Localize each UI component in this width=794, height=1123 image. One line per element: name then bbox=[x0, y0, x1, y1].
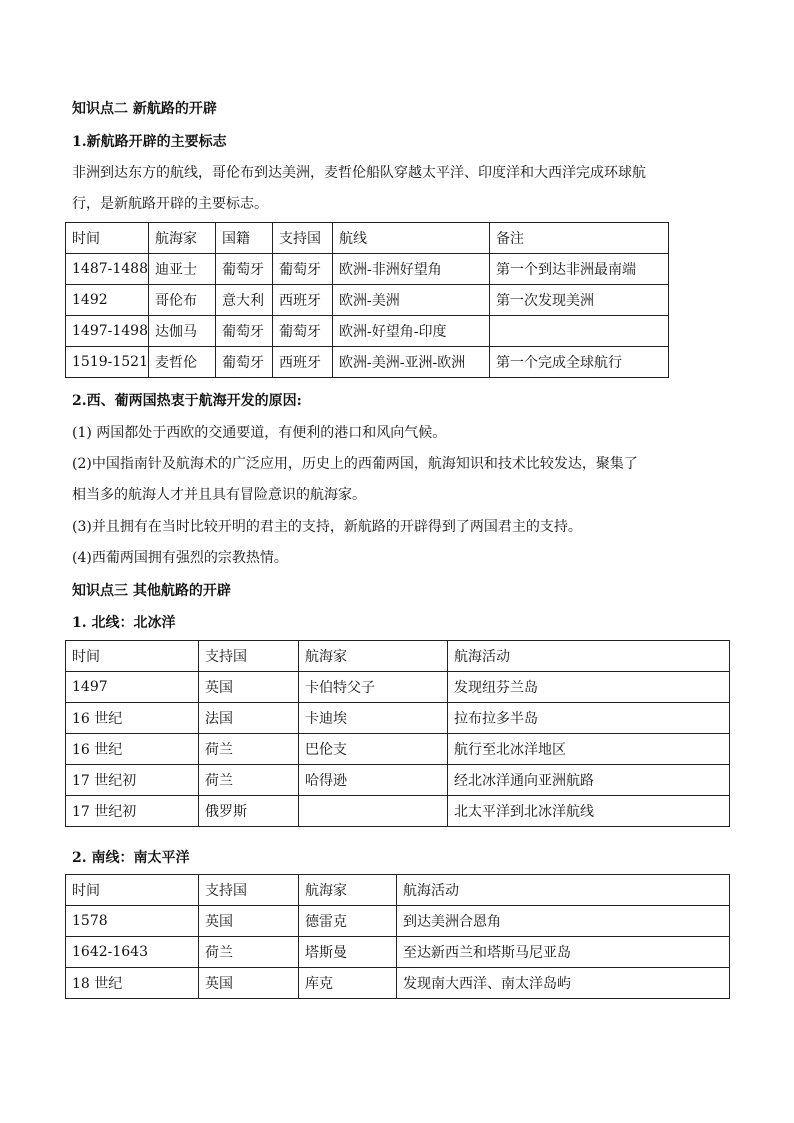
table-cell: 巴伦支 bbox=[299, 734, 448, 765]
table-cell: 欧洲-非洲好望角 bbox=[333, 254, 490, 285]
table-cell: 北太平洋到北冰洋航线 bbox=[448, 796, 730, 827]
table-cell: 欧洲-美洲 bbox=[333, 285, 490, 316]
table-cell: 迪亚士 bbox=[149, 254, 216, 285]
table-header-row bbox=[66, 223, 669, 254]
table-cell: 英国 bbox=[199, 672, 299, 703]
south-route-table bbox=[65, 874, 730, 999]
table-header-cell: 时间 bbox=[66, 223, 149, 254]
table-row bbox=[66, 347, 669, 378]
table-cell: 葡萄牙 bbox=[216, 316, 273, 347]
table-cell: 第一次发现美洲 bbox=[490, 285, 669, 316]
table-cell: 卡迪埃 bbox=[299, 703, 448, 734]
table-cell: 荷兰 bbox=[199, 734, 299, 765]
table-cell bbox=[490, 316, 669, 347]
table-cell: 英国 bbox=[199, 906, 299, 937]
table-cell: 库克 bbox=[299, 968, 397, 999]
table-cell: 1497 bbox=[66, 672, 199, 703]
table-cell: 意大利 bbox=[216, 285, 273, 316]
table-cell: 西班牙 bbox=[273, 285, 333, 316]
table-cell: 葡萄牙 bbox=[216, 254, 273, 285]
table-header-cell: 航海家 bbox=[299, 875, 397, 906]
table-cell: 1519-1521 bbox=[66, 347, 149, 378]
voyages-table bbox=[65, 222, 669, 378]
table-row bbox=[66, 316, 669, 347]
table-cell: 荷兰 bbox=[199, 937, 299, 968]
table-header-cell: 航线 bbox=[333, 223, 490, 254]
table-cell: 西班牙 bbox=[273, 347, 333, 378]
subheading-south-route: 2. 南线：南太平洋 bbox=[72, 850, 190, 866]
table-cell: 拉布拉多半岛 bbox=[448, 703, 730, 734]
table-cell: 17 世纪初 bbox=[66, 765, 199, 796]
reason-item: (3)并且拥有在当时比较开明的君主的支持，新航路的开辟得到了两国君主的支持。 bbox=[72, 519, 582, 535]
table-header-cell: 航海家 bbox=[299, 641, 448, 672]
table-cell: 1578 bbox=[66, 906, 199, 937]
subheading-main-signs: 1.新航路开辟的主要标志 bbox=[72, 134, 227, 150]
table-cell: 1497-1498 bbox=[66, 316, 149, 347]
table-cell: 法国 bbox=[199, 703, 299, 734]
reason-item: 相当多的航海人才并且具有冒险意识的航海家。 bbox=[72, 487, 366, 503]
section-heading-other-routes: 知识点三 其他航路的开辟 bbox=[72, 583, 231, 599]
table-cell: 麦哲伦 bbox=[149, 347, 216, 378]
table-cell: 16 世纪 bbox=[66, 734, 199, 765]
table-header-cell: 国籍 bbox=[216, 223, 273, 254]
table-header-cell: 支持国 bbox=[273, 223, 333, 254]
table-cell: 哥伦布 bbox=[149, 285, 216, 316]
table-cell: 发现纽芬兰岛 bbox=[448, 672, 730, 703]
north-route-table bbox=[65, 640, 730, 827]
section-heading-new-routes: 知识点二 新航路的开辟 bbox=[72, 101, 217, 117]
table-cell: 塔斯曼 bbox=[299, 937, 397, 968]
table-cell: 葡萄牙 bbox=[273, 316, 333, 347]
table-header-cell: 航海活动 bbox=[448, 641, 730, 672]
table-row bbox=[66, 765, 730, 796]
table-cell: 17 世纪初 bbox=[66, 796, 199, 827]
table-cell: 1487-1488 bbox=[66, 254, 149, 285]
table-cell: 英国 bbox=[199, 968, 299, 999]
subheading-north-route: 1. 北线：北冰洋 bbox=[72, 615, 176, 631]
reason-item: (2)中国指南针及航海术的广泛应用，历史上的西葡两国，航海知识和技术比较发达，聚集了 bbox=[72, 456, 638, 472]
table-row bbox=[66, 968, 730, 999]
table-header-cell: 航海家 bbox=[149, 223, 216, 254]
table-header-cell: 支持国 bbox=[199, 875, 299, 906]
table-cell: 18 世纪 bbox=[66, 968, 199, 999]
table-cell: 1492 bbox=[66, 285, 149, 316]
table-cell: 德雷克 bbox=[299, 906, 397, 937]
table-cell: 卡伯特父子 bbox=[299, 672, 448, 703]
table-row bbox=[66, 285, 669, 316]
reason-item: (1) 两国都处于西欧的交通要道，有便利的港口和风向气候。 bbox=[72, 425, 447, 441]
table-cell: 第一个完成全球航行 bbox=[490, 347, 669, 378]
table-row bbox=[66, 796, 730, 827]
table-cell: 俄罗斯 bbox=[199, 796, 299, 827]
table-row bbox=[66, 254, 669, 285]
table-cell: 经北冰洋通向亚洲航路 bbox=[448, 765, 730, 796]
table-row bbox=[66, 734, 730, 765]
table-cell: 16 世纪 bbox=[66, 703, 199, 734]
table-header-cell: 航海活动 bbox=[397, 875, 730, 906]
table-header-cell: 支持国 bbox=[199, 641, 299, 672]
table-cell: 到达美洲合恩角 bbox=[397, 906, 730, 937]
table-cell: 葡萄牙 bbox=[273, 254, 333, 285]
paragraph-line: 非洲到达东方的航线，哥伦布到达美洲，麦哲伦船队穿越太平洋、印度洋和大西洋完成环球航 bbox=[72, 165, 646, 181]
table-cell: 葡萄牙 bbox=[216, 347, 273, 378]
paragraph-line: 行，是新航路开辟的主要标志。 bbox=[72, 196, 268, 212]
reason-item: (4)西葡两国拥有强烈的宗教热情。 bbox=[72, 550, 288, 566]
table-row bbox=[66, 672, 730, 703]
table-cell: 欧洲-好望角-印度 bbox=[333, 316, 490, 347]
subheading-reasons: 2.西、葡两国热衷于航海开发的原因: bbox=[72, 393, 302, 409]
table-cell: 哈得逊 bbox=[299, 765, 448, 796]
table-header-cell: 时间 bbox=[66, 875, 199, 906]
table-cell: 欧洲-美洲-亚洲-欧洲 bbox=[333, 347, 490, 378]
table-row bbox=[66, 703, 730, 734]
table-header-row bbox=[66, 875, 730, 906]
table-header-row bbox=[66, 641, 730, 672]
table-header-cell: 时间 bbox=[66, 641, 199, 672]
table-cell: 至达新西兰和塔斯马尼亚岛 bbox=[397, 937, 730, 968]
table-cell bbox=[299, 796, 448, 827]
table-cell: 1642-1643 bbox=[66, 937, 199, 968]
table-cell: 第一个到达非洲最南端 bbox=[490, 254, 669, 285]
table-header-cell: 备注 bbox=[490, 223, 669, 254]
table-cell: 荷兰 bbox=[199, 765, 299, 796]
table-row bbox=[66, 937, 730, 968]
table-cell: 发现南大西洋、南太洋岛屿 bbox=[397, 968, 730, 999]
table-cell: 达伽马 bbox=[149, 316, 216, 347]
table-cell: 航行至北冰洋地区 bbox=[448, 734, 730, 765]
table-row bbox=[66, 906, 730, 937]
